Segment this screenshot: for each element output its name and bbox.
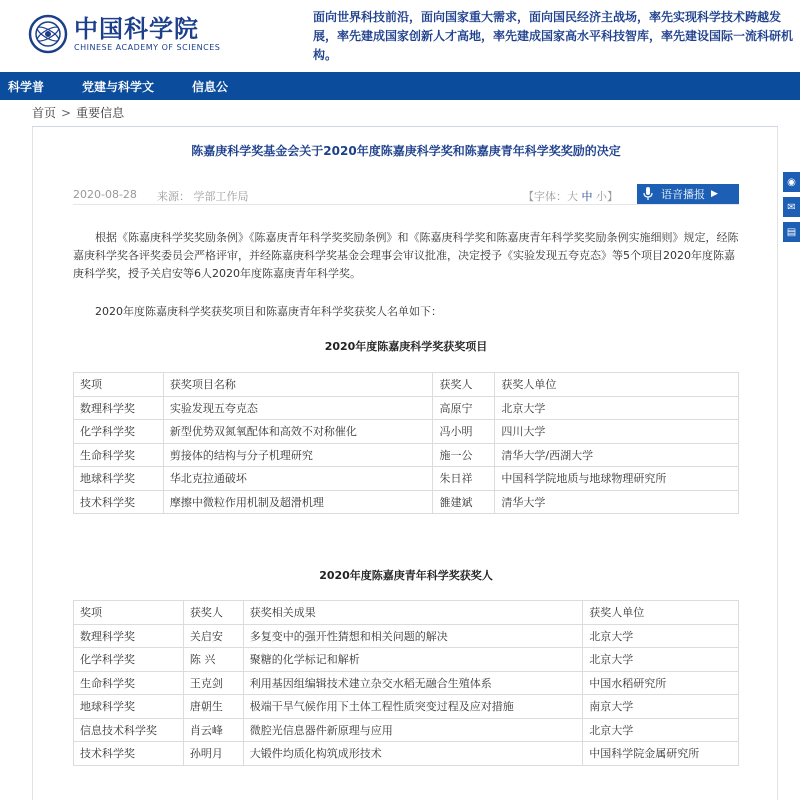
article-date: 2020-08-28 <box>73 188 137 201</box>
table-cell: 技术科学奖 <box>74 742 184 766</box>
more-share-button[interactable] <box>783 222 800 242</box>
table-cell: 中国水稻研究所 <box>583 671 739 695</box>
table-cell: 冯小明 <box>433 420 495 444</box>
logo-english-text: CHINESE ACADEMY OF SCIENCES <box>74 43 221 52</box>
article-paragraph-2: 2020年度陈嘉庚科学奖获奖项目和陈嘉庚青年科学奖获奖人名单如下： <box>95 305 442 318</box>
table1-title: 2020年度陈嘉庚科学奖获奖项目 <box>324 340 488 353</box>
font-size-selector <box>523 188 618 204</box>
wechat-icon: ✉ <box>787 201 796 213</box>
table-row <box>74 624 739 648</box>
table-header-cell: 获奖人单位 <box>495 373 739 397</box>
table-cell: 孙明月 <box>183 742 243 766</box>
table-cell: 摩擦中微粒作用机制及超滑机理 <box>163 490 433 514</box>
article-meta <box>73 177 739 205</box>
table-cell: 南京大学 <box>583 695 739 719</box>
table-header-cell: 获奖相关成果 <box>243 601 583 625</box>
font-size-large[interactable]: 大 <box>567 190 578 203</box>
logo-chinese-text: 中国科学院 <box>74 14 199 43</box>
table-cell: 地球科学奖 <box>74 467 164 491</box>
table-header-cell: 奖项 <box>74 373 164 397</box>
table-cell: 清华大学/西湖大学 <box>495 443 739 467</box>
site-logo[interactable] <box>28 8 220 60</box>
table-cell: 北京大学 <box>583 624 739 648</box>
table-cell: 微腔光信息器件新原理与应用 <box>243 718 583 742</box>
table-cell: 大锻件均质化构筑成形技术 <box>243 742 583 766</box>
table-cell: 雒建斌 <box>433 490 495 514</box>
weibo-share-button[interactable] <box>783 172 800 192</box>
table-cell: 化学科学奖 <box>74 420 164 444</box>
table-cell: 数理科学奖 <box>74 396 164 420</box>
table-cell: 北京大学 <box>583 648 739 672</box>
award-projects-table <box>73 372 739 514</box>
table-cell: 剪接体的结构与分子机理研究 <box>163 443 433 467</box>
table-cell: 朱日祥 <box>433 467 495 491</box>
font-size-label: 【字体： <box>523 190 567 203</box>
table-cell: 聚糖的化学标记和解析 <box>243 648 583 672</box>
nav-item-party-culture[interactable]: 党建与科学文 <box>82 79 155 94</box>
font-size-label-end: 】 <box>607 190 618 203</box>
table-row <box>74 443 739 467</box>
table-header-row <box>74 373 739 397</box>
article-source: 来源： 学部工作局 <box>157 190 249 203</box>
table-cell: 极端干旱气候作用下土体工程性质突变过程及应对措施 <box>243 695 583 719</box>
wechat-share-button[interactable] <box>783 197 800 217</box>
table-header-cell: 获奖人 <box>433 373 495 397</box>
table-cell: 北京大学 <box>583 718 739 742</box>
table-header-row <box>74 601 739 625</box>
font-size-small[interactable]: 小 <box>596 190 607 203</box>
table-cell: 施一公 <box>433 443 495 467</box>
cas-emblem-icon <box>28 14 68 54</box>
article-paragraph-1: 根据《陈嘉庚科学奖奖励条例》《陈嘉庚青年科学奖奖励条例》和《陈嘉庚科学奖和陈嘉庚青年科学奖奖励条例实施细则》规定，经陈嘉庚科学奖各评奖委员会严格评审，并经陈嘉庚科学奖基金会理事会审议批准，决定授予《实验发现五夸克态》等5个项目2020年度陈嘉庚科学奖，授予关启安等6人2020年度陈嘉庚青年科学奖。 <box>73 231 739 280</box>
table-cell: 多复变中的强开性猜想和相关问题的解决 <box>243 624 583 648</box>
table-header-cell: 获奖项目名称 <box>163 373 433 397</box>
play-arrow-icon: ▶ <box>711 189 718 199</box>
table-cell: 高原宁 <box>433 396 495 420</box>
table-cell: 利用基因组编辑技术建立杂交水稻无融合生殖体系 <box>243 671 583 695</box>
site-header <box>0 0 800 72</box>
table-cell: 北京大学 <box>495 396 739 420</box>
table-header-cell: 获奖人单位 <box>583 601 739 625</box>
breadcrumb <box>32 104 124 121</box>
voice-broadcast-button[interactable] <box>637 184 739 204</box>
voice-broadcast-label: 语音播报 <box>661 188 705 201</box>
table-cell: 华北克拉通破坏 <box>163 467 433 491</box>
table-cell: 清华大学 <box>495 490 739 514</box>
table-cell: 关启安 <box>183 624 243 648</box>
table-cell: 数理科学奖 <box>74 624 184 648</box>
header-slogan: 面向世界科技前沿，面向国家重大需求，面向国民经济主战场，率先实现科学技术跨越发展，率先建成国家创新人才高地，率先建成国家高水平科技智库，率先建设国际一流科研机构。 <box>313 10 794 62</box>
table-row <box>74 467 739 491</box>
table-row <box>74 490 739 514</box>
breadcrumb-home[interactable]: 首页 <box>32 106 57 120</box>
table-row <box>74 648 739 672</box>
table-cell: 陈 兴 <box>183 648 243 672</box>
table-cell: 技术科学奖 <box>74 490 164 514</box>
breadcrumb-current[interactable]: 重要信息 <box>76 106 125 120</box>
table-header-cell: 获奖人 <box>183 601 243 625</box>
table-cell: 生命科学奖 <box>74 443 164 467</box>
table-cell: 肖云峰 <box>183 718 243 742</box>
table-row <box>74 718 739 742</box>
nav-item-info-disclosure[interactable]: 信息公 <box>192 79 229 94</box>
table-cell: 中国科学院金属研究所 <box>583 742 739 766</box>
article-title: 陈嘉庚科学奖基金会关于2020年度陈嘉庚科学奖和陈嘉庚青年科学奖奖励的决定 <box>191 144 621 158</box>
table-row <box>74 420 739 444</box>
table-cell: 地球科学奖 <box>74 695 184 719</box>
young-scientist-table <box>73 600 739 766</box>
font-size-medium[interactable]: 中 <box>581 190 593 203</box>
article-container <box>32 127 778 800</box>
table-row <box>74 742 739 766</box>
table-cell: 实验发现五夸克态 <box>163 396 433 420</box>
breadcrumb-separator: > <box>61 105 72 120</box>
table-cell: 中国科学院地质与地球物理研究所 <box>495 467 739 491</box>
table-cell: 唐朝生 <box>183 695 243 719</box>
weibo-icon: ◉ <box>787 176 796 188</box>
nav-item-science-popularization[interactable]: 科学普 <box>8 79 45 94</box>
table-row <box>74 695 739 719</box>
microphone-icon <box>643 187 653 201</box>
table-cell: 生命科学奖 <box>74 671 184 695</box>
share-icon: ▤ <box>786 226 797 238</box>
table-header-cell: 奖项 <box>74 601 184 625</box>
table2-title: 2020年度陈嘉庚青年科学奖获奖人 <box>319 569 493 582</box>
table-cell: 信息技术科学奖 <box>74 718 184 742</box>
table-cell: 新型优势双氮氧配体和高效不对称催化 <box>163 420 433 444</box>
main-nav <box>0 72 800 100</box>
table-row <box>74 396 739 420</box>
table-cell: 王克剑 <box>183 671 243 695</box>
table-row <box>74 671 739 695</box>
table-cell: 化学科学奖 <box>74 648 184 672</box>
table-cell: 四川大学 <box>495 420 739 444</box>
